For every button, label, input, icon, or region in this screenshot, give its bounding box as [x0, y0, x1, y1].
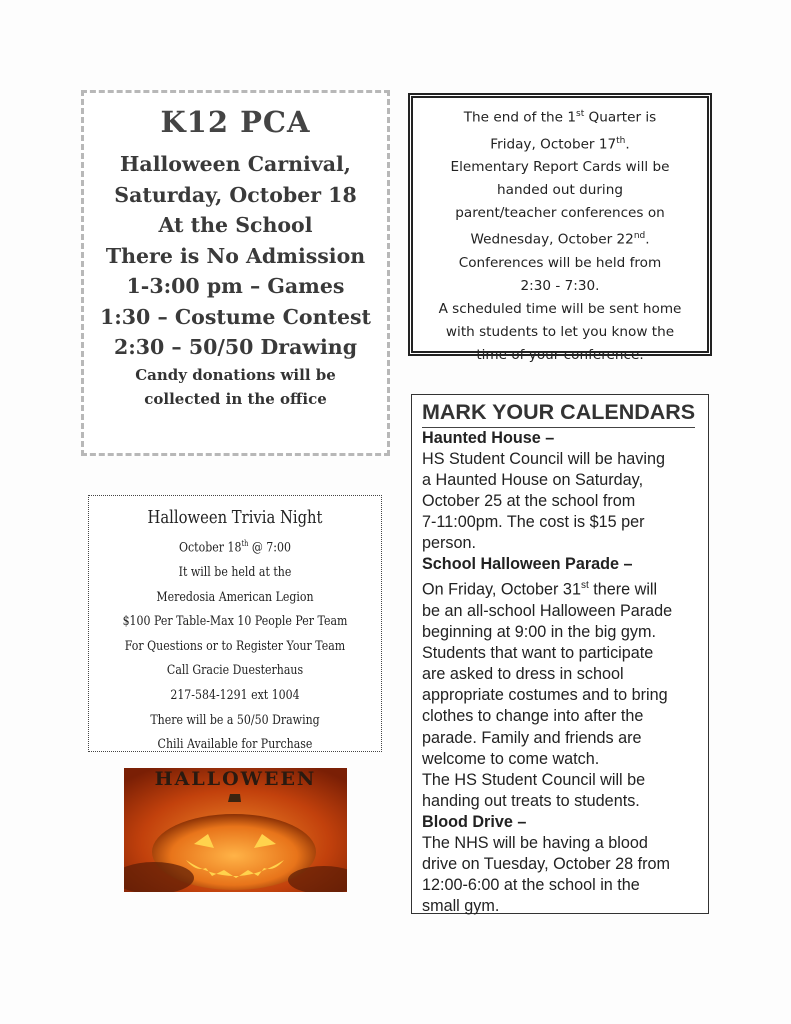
calendar-line: drive on Tuesday, October 28 from: [422, 854, 671, 873]
halloween-pumpkin-image: [124, 768, 347, 892]
quarter-line: Friday, October 17th.: [490, 135, 630, 153]
pca-line: 1-3:00 pm – Games: [126, 274, 345, 298]
calendar-line: a Haunted House on Saturday,: [422, 471, 644, 490]
pca-line: 1:30 – Costume Contest: [99, 304, 372, 329]
calendar-line: The NHS will be having a blood: [422, 833, 648, 852]
pca-carnival-box: [81, 90, 390, 456]
pca-line: Halloween Carnival,: [120, 152, 351, 176]
pca-line: At the School: [158, 213, 313, 237]
trivia-night-box: [88, 495, 382, 752]
calendar-line: October 25 at the school from: [422, 492, 636, 511]
trivia-line: October 18th @ 7:00: [179, 539, 291, 556]
trivia-line: It will be held at the: [178, 565, 292, 581]
pca-line: There is No Admission: [105, 243, 366, 268]
calendar-line: small gym.: [422, 897, 500, 916]
calendar-line: 7-11:00pm. The cost is $15 per: [422, 513, 645, 532]
pca-line: 2:30 – 50/50 Drawing: [113, 335, 358, 359]
quarter-line: 2:30 - 7:30.: [520, 277, 600, 294]
quarter-line: parent/teacher conferences on: [455, 205, 665, 222]
blood-drive-title: Blood Drive –: [422, 812, 527, 831]
calendar-line: handing out treats to students.: [422, 791, 640, 810]
calendar-heading: MARK YOUR CALENDARS: [422, 397, 695, 428]
pca-note: collected in the office: [144, 389, 327, 408]
calendar-line: welcome to come watch.: [422, 749, 600, 768]
quarter-line: A scheduled time will be sent home: [438, 300, 682, 317]
calendar-line: clothes to change into after the: [422, 707, 644, 726]
haunted-house-title: Haunted House –: [422, 429, 555, 447]
quarter-line: time of your conference.: [476, 346, 644, 363]
calendar-line: person.: [422, 534, 476, 553]
calendar-line: On Friday, October 31st there will: [422, 580, 658, 599]
trivia-line: $100 Per Table-Max 10 People Per Team: [122, 614, 348, 630]
pca-line: Saturday, October 18: [114, 182, 357, 207]
calendar-line: The HS Student Council will be: [422, 770, 646, 789]
quarter-line: Wednesday, October 22nd.: [470, 231, 650, 248]
pca-note: Candy donations will be: [135, 365, 336, 384]
calendar-line: Students that want to participate: [422, 644, 654, 663]
quarter-line: Elementary Report Cards will be: [450, 159, 670, 176]
calendar-line: parade. Family and friends are: [422, 728, 642, 747]
trivia-line: There will be a 50/50 Drawing: [150, 712, 320, 728]
calendar-line: appropriate costumes and to bring: [422, 686, 668, 705]
calendar-line: 12:00-6:00 at the school in the: [422, 876, 640, 895]
trivia-line: 217-584-1291 ext 1004: [170, 688, 300, 704]
trivia-line: Meredosia American Legion: [156, 589, 314, 605]
quarter-line: with students to let you know the: [445, 323, 675, 340]
quarter-line: Conferences will be held from: [458, 254, 662, 271]
trivia-line: For Questions or to Register Your Team: [124, 638, 346, 654]
calendar-line: be an all-school Halloween Parade: [422, 601, 673, 620]
calendar-line: HS Student Council will be having: [422, 450, 665, 468]
trivia-title: Halloween Trivia Night: [147, 507, 323, 528]
mark-your-calendars-box: [411, 394, 709, 914]
halloween-caption: HALLOWEEN: [154, 768, 317, 790]
parade-title: School Halloween Parade –: [422, 555, 633, 574]
quarter-notice-box: [408, 93, 712, 363]
quarter-line: The end of the 1st Quarter is: [463, 109, 657, 126]
calendar-line: are asked to dress in school: [422, 665, 624, 684]
calendar-line: beginning at 9:00 in the big gym.: [422, 623, 656, 642]
quarter-line: handed out during: [497, 182, 623, 199]
pca-title: K12 PCA: [160, 105, 311, 139]
trivia-line: Call Gracie Duesterhaus: [166, 663, 304, 679]
trivia-line: Chili Available for Purchase: [157, 737, 313, 753]
